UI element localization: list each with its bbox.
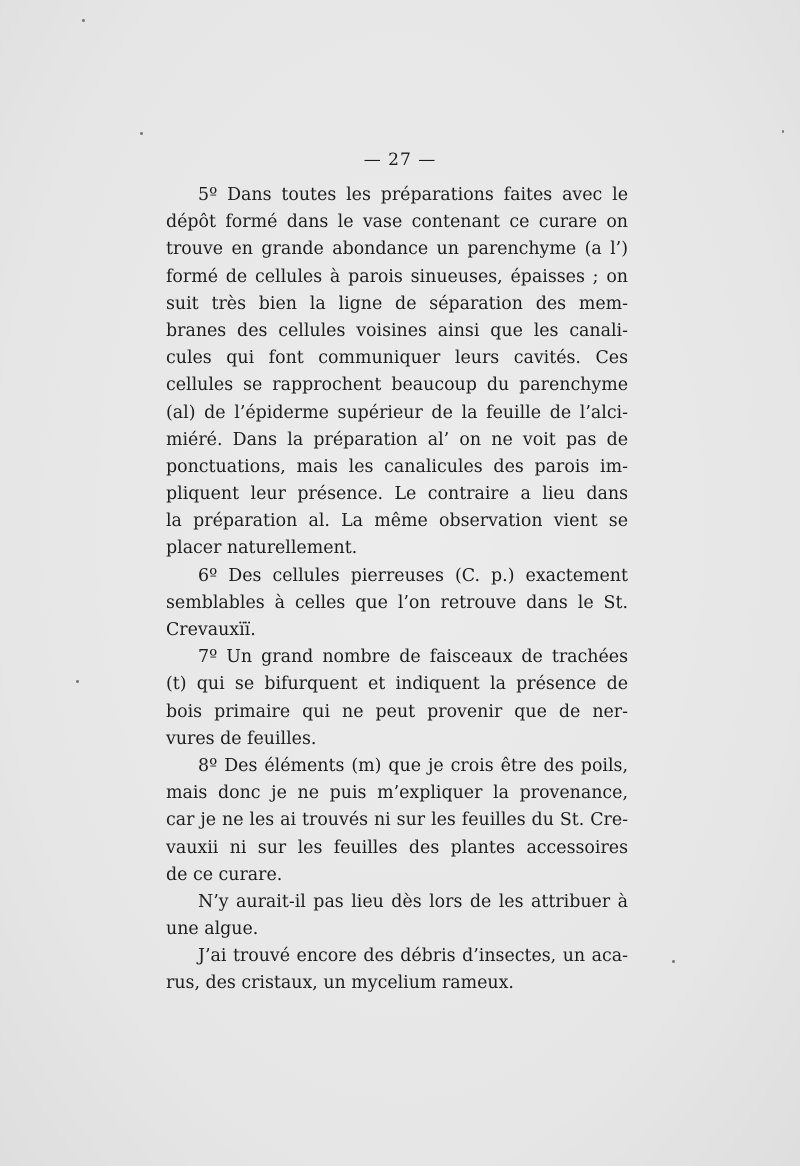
paper-speck bbox=[782, 130, 784, 133]
text-line: semblables à celles que l’on retrouve dans le St. bbox=[166, 592, 628, 613]
text-line: bois primaire qui ne peut provenir que de ner- bbox=[166, 701, 628, 722]
text-line: 5º Dans toutes les préparations faites avec le bbox=[198, 185, 628, 205]
text-line: placer naturellement. bbox=[166, 538, 358, 559]
text-line: car je ne les ai trouvés ni sur les feuilles du St. Cre- bbox=[166, 810, 628, 831]
text-line: rus, des cristaux, un mycelium rameux. bbox=[166, 973, 514, 994]
text-line: cellules se rapprochent beaucoup du parenchyme bbox=[166, 375, 628, 396]
text-line: (t) qui se bifurquent et indiquent la présence de bbox=[166, 674, 628, 695]
page-number: — 27 — bbox=[363, 150, 437, 170]
paper-speck bbox=[140, 132, 143, 135]
text-line: suit très bien la ligne de séparation des mem- bbox=[166, 293, 628, 314]
text-line: de ce curare. bbox=[166, 864, 283, 885]
text-line: la préparation al. La même observation vient se bbox=[166, 511, 628, 532]
text-line: mais donc je ne puis m’expliquer la provenance, bbox=[166, 783, 628, 804]
text-line: Crevauxïï. bbox=[166, 620, 256, 640]
text-line: dépôt formé dans le vase contenant ce curare on bbox=[166, 212, 628, 233]
text-line: formé de cellules à parois sinueuses, épaisses ; on bbox=[166, 266, 628, 287]
text-line: une algue. bbox=[166, 919, 259, 940]
text-line: N’y aurait-il pas lieu dès lors de les attribuer à bbox=[198, 891, 628, 912]
paragraph-para-algue bbox=[166, 889, 628, 943]
text-line: trouve en grande abondance un parenchyme (a l’) bbox=[166, 239, 628, 260]
paper-speck bbox=[672, 960, 675, 963]
text-line: 8º Des éléments (m) que je crois être des poils, bbox=[198, 755, 628, 776]
text-line: miéré. Dans la préparation al’ on ne voit pas de bbox=[166, 429, 628, 450]
text-line: ponctuations, mais les canalicules des parois im- bbox=[166, 456, 628, 477]
paragraph-para-5 bbox=[166, 182, 628, 563]
text-line: branes des cellules voisines ainsi que les canali- bbox=[166, 320, 628, 341]
text-line: 7º Un grand nombre de faisceaux de trachées bbox=[198, 647, 628, 668]
paper-speck bbox=[82, 19, 85, 22]
paper-speck bbox=[76, 680, 79, 683]
text-line: pliquent leur présence. Le contraire a lieu dans bbox=[166, 484, 628, 505]
text-line: J’ai trouvé encore des débris d’insectes, un aca- bbox=[198, 946, 628, 967]
text-line: 6º Des cellules pierreuses (C. p.) exactement bbox=[198, 565, 628, 586]
paragraph-para-7 bbox=[166, 644, 628, 753]
body-text bbox=[166, 182, 628, 998]
text-line: (al) de l’épiderme supérieur de la feuille de l’alci- bbox=[166, 402, 628, 423]
paragraph-para-8 bbox=[166, 753, 628, 889]
text-line: cules qui font communiquer leurs cavités. Ces bbox=[166, 348, 628, 369]
paragraph-para-debris bbox=[166, 943, 628, 997]
text-line: vauxii ni sur les feuilles des plantes accessoires bbox=[166, 837, 628, 858]
text-line: vures de feuilles. bbox=[166, 728, 317, 749]
paragraph-para-6 bbox=[166, 563, 628, 645]
